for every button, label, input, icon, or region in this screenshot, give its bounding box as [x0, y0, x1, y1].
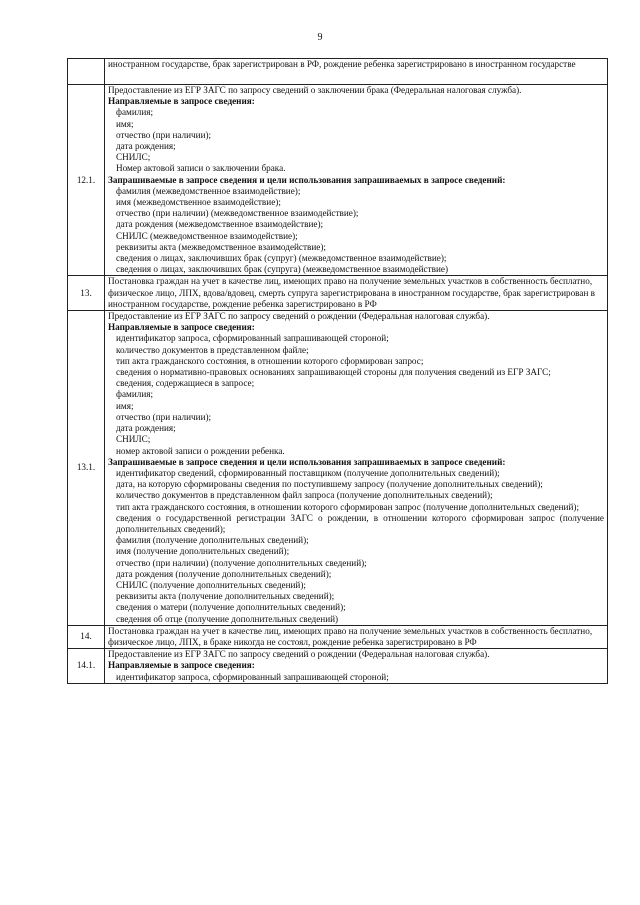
list-item: тип акта гражданского состояния, в отношении которого сформирован запрос (получение дополнительных сведений);: [116, 501, 580, 512]
row-content: [105, 649, 608, 684]
row-number: 14.1.: [68, 649, 105, 684]
table-row: [68, 311, 608, 626]
list-item: реквизиты акта (получение дополнительных сведений);: [116, 591, 335, 602]
row-intro: Предоставление из ЕГР ЗАГС по запросу сведений о рождении (Федеральная налоговая служба).: [108, 311, 490, 322]
list-item: сведения о нормативно-правовых основаниях запрашивающей стороны для получения сведений из ЕГР ЗАГС;: [116, 367, 551, 378]
list-item: сведения о государственной регистрации ЗАГС о рождении, в отношении которого сформирован запрос (получение дополнительных сведений);: [116, 512, 604, 534]
list-item: фамилия;: [116, 389, 154, 400]
list-item: количество документов в представленном файл запроса (получение дополнительных сведений);: [116, 490, 493, 501]
table-row: [68, 59, 608, 85]
list-item: отчество (при наличии) (получение дополнительных сведений);: [116, 557, 367, 568]
row-number: 13.1.: [68, 311, 105, 626]
list-item: идентификатор сведений, сформированный поставщиком (получение дополнительных сведений);: [116, 467, 500, 478]
list-item: идентификатор запроса, сформированный запрашивающей стороной;: [116, 333, 389, 344]
row-number: 14.: [68, 625, 105, 648]
list-item: реквизиты акта (межведомственное взаимодействие);: [116, 241, 326, 252]
list-item: фамилия;: [116, 107, 154, 118]
table-row: [68, 649, 608, 684]
list-item: СНИЛС (межведомственное взаимодействие);: [116, 230, 298, 241]
list-item: имя (межведомственное взаимодействие);: [116, 197, 281, 208]
row-text: Постановка граждан на учет в качестве лиц, имеющих право на получение земельных участков в собственность бесплатно, физическое лицо, ЛПХ, вдова/вдовец, смерть супруга зарегистрирована в иностранном государстве, брак зарегистрирован в иностранном государстве, рождение ребенка зарегистрировано в РФ: [105, 276, 608, 311]
list-item: фамилия (получение дополнительных сведений);: [116, 535, 309, 546]
list-item: дата рождения (межведомственное взаимодействие);: [116, 219, 324, 230]
list-item: сведения о лицах, заключивших брак (супруга) (межведомственное взаимодействие): [116, 264, 449, 275]
list-item: отчество (при наличии) (межведомственное взаимодействие);: [116, 208, 359, 219]
list-item: имя;: [116, 118, 134, 129]
list-item: сведения об отце (получение дополнительных сведений): [116, 613, 339, 624]
list-item: отчество (при наличии);: [116, 411, 212, 422]
list-item: отчество (при наличии);: [116, 129, 212, 140]
list-item: дата рождения;: [116, 423, 176, 434]
sent-heading: Направляемые в запросе сведения:: [108, 96, 255, 107]
row-text: Постановка граждан на учет в качестве лиц, имеющих право на получение земельных участков в собственность бесплатно, физическое лицо, ЛПХ, в браке никогда не состоял, рождение ребенка зарегистрировано в РФ: [105, 625, 608, 648]
row-number: [68, 59, 105, 85]
requested-heading: Запрашиваемые в запросе сведения и цели использования запрашиваемых в запросе сведений:: [108, 174, 506, 185]
list-item: количество документов в представленном файле;: [116, 344, 309, 355]
list-item: СНИЛС (получение дополнительных сведений);: [116, 579, 306, 590]
row-content: [105, 85, 608, 276]
list-item: дата рождения;: [116, 141, 176, 152]
sent-heading: Направляемые в запросе сведения:: [108, 322, 255, 333]
list-item: фамилия (межведомственное взаимодействие);: [116, 185, 301, 196]
requested-heading: Запрашиваемые в запросе сведения и цели использования запрашиваемых в запросе сведений:: [108, 456, 506, 467]
list-item: Номер актовой записи о заключении брака.: [116, 163, 286, 174]
list-item: имя (получение дополнительных сведений);: [116, 546, 290, 557]
services-table: [67, 58, 608, 684]
page-number: 9: [317, 32, 323, 43]
list-item: СНИЛС;: [116, 434, 151, 445]
list-item: сведения, содержащиеся в запросе;: [116, 378, 255, 389]
list-item: идентификатор запроса, сформированный запрашивающей стороной;: [116, 671, 389, 682]
row-number: 13.: [68, 276, 105, 311]
table-row: [68, 85, 608, 276]
list-item: тип акта гражданского состояния, в отношении которого сформирован запрос;: [116, 355, 424, 366]
list-item: СНИЛС;: [116, 152, 151, 163]
row-intro: Предоставление из ЕГР ЗАГС по запросу сведений о рождении (Федеральная налоговая служба).: [108, 649, 490, 660]
row-number: 12.1.: [68, 85, 105, 276]
list-item: дата рождения (получение дополнительных сведений);: [116, 568, 332, 579]
row-intro: Предоставление из ЕГР ЗАГС по запросу сведений о заключении брака (Федеральная налоговая служба).: [108, 85, 522, 95]
list-item: дата, на которую сформированы сведения по поступившему запросу (получение дополнительных сведений);: [116, 479, 543, 490]
list-item: сведения о лицах, заключивших брак (супруг) (межведомственное взаимодействие);: [116, 253, 447, 264]
row-content: [105, 311, 608, 626]
table-row: [68, 276, 608, 311]
table-row: [68, 625, 608, 648]
list-item: номер актовой записи о рождении ребенка.: [116, 445, 285, 456]
list-item: сведения о матери (получение дополнительных сведений);: [116, 602, 346, 613]
list-item: имя;: [116, 400, 134, 411]
row-text: иностранном государстве, брак зарегистрирован в РФ, рождение ребенка зарегистрировано в иностранном государстве: [105, 59, 608, 85]
sent-heading: Направляемые в запросе сведения:: [108, 660, 255, 671]
